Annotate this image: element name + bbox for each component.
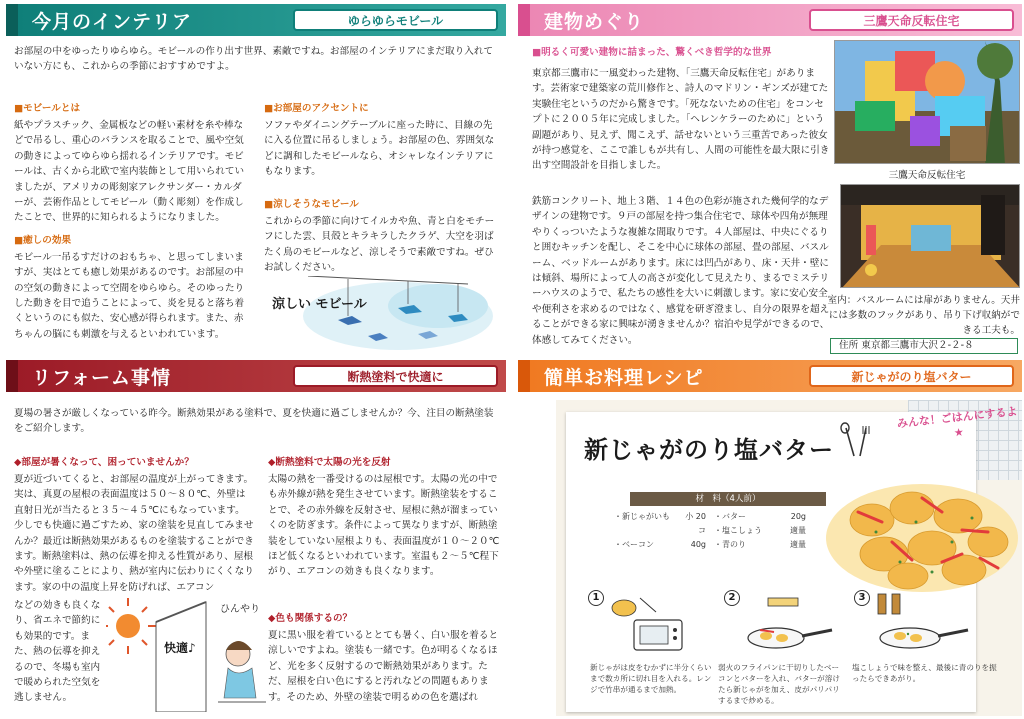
hot-room-heading: ◆部屋が暑くなって、困っていませんか？ <box>14 457 194 468</box>
recipe-section-title: 簡単お料理レシピ <box>530 360 1022 392</box>
ingredients-left <box>614 510 706 552</box>
building-interior-photo <box>840 184 1020 288</box>
exterior-caption: 三鷹天命反転住宅 <box>888 170 966 181</box>
recipe-tag: 新じゃがのり塩バター <box>809 365 1014 387</box>
interior-tag: ゆらゆらモビール <box>293 9 498 31</box>
cool-art-label1: ひんやり <box>220 604 260 615</box>
mobile-art-label: 涼しい モビール <box>272 297 367 312</box>
step-number: 3 <box>854 590 870 606</box>
interior-title: 今月のインテリア <box>18 4 506 36</box>
interior-col2 <box>264 102 500 180</box>
color-heading: ◆色も関係するの？ <box>268 613 353 624</box>
reform-tag: 断熱塗料で快適に <box>293 365 498 387</box>
ingredient-row: ・バター 20g <box>714 512 806 521</box>
seasoning-pan-icon <box>870 590 970 654</box>
cool-mobile-heading: ■涼しそうなモビール <box>264 199 359 210</box>
interior-header <box>6 4 506 36</box>
interior-intro: お部屋の中をゆったりゆらゆら。モビールの作り出す世界、素敵ですね。お部屋のインテリアにまだ取り入れていない方にも、これからの季節におすすめですよ。 <box>14 46 494 73</box>
cool-room-illustration <box>106 592 266 712</box>
step-number: 2 <box>724 590 740 606</box>
microwave-icon <box>604 594 696 654</box>
color-text: 夏に黒い服を着ているととても暑く、白い服を着ると涼しいですよね。塗装も一緒です。色が明るくなるほど、光を多く反射するので断熱効果があります。ただ、屋根を白い色にすると汚れなどの問題もあります。そのため、外壁の塗装で明るめの色を選ばれ <box>268 630 499 703</box>
reform-col2 <box>268 456 500 580</box>
recipe-step-2-text: 弱火のフライパンに干切りしたベーコンとバターを入れ、バターが溶けたら新じゃがを加え、皮がパリパリするまで炒める。 <box>718 663 840 705</box>
recipe-title: 新じゃがのり塩バター <box>584 435 834 464</box>
reform-col2b <box>268 612 500 705</box>
building-tag: 三鷹天命反転住宅 <box>809 9 1014 31</box>
building-lead: ■明るく可愛い建物に詰まった、驚くべき哲学的な世界 <box>532 47 772 58</box>
recipe-step-3-text: 塩こしょうで味を整え、最後に青のりを振ったらできあがり。 <box>852 663 997 683</box>
interior-section <box>6 4 506 356</box>
recipe-step-3 <box>846 586 966 656</box>
fork-spoon-icon <box>836 422 876 462</box>
ingredient-row: ・塩こしょう 適量 <box>714 526 806 535</box>
building-paragraph-1: 東京都三鷹市に一風変わった建物、「三鷹天命反転住宅」があります。芸術家で建築家の荒川修作と、詩人のマドリン・ギンズが建てた実験住宅というのだから驚きです。「死なないための住宅」をコンセプトに２００５年に完成しました。「ヘレンケラーのために」という副題があり、見えず、聞こえず、話せないという三重苦であった彼女が持つ感覚を、ここで誰しもが共有し、人間の可能性を最大限に引き出す空間設計を目指しました。 <box>532 68 830 172</box>
step-number: 1 <box>588 590 604 606</box>
building-section <box>518 4 1022 356</box>
interior-caption: 室内：バスルームには扉がありません。天井には多数のフックがあり、吊り下げ収納ができる工夫も。 <box>827 295 1020 336</box>
reform-header <box>6 360 506 392</box>
hot-room-text: 夏が近づいてくると、お部屋の温度が上がってきます。実は、真夏の屋根の表面温度は５０～８０℃、外壁は直射日光が当たると３５～４５℃にもなっています。少しでも快適に過ごすため、家の塗装を見直してみませんか？最近は断熱効果があるものを塗装することができます。断熱塗料は、熱の伝導を抑える性質があり、屋根や外壁に塗ることにより、熱が室内に伝わりにくくなります。家の中の温度上昇を防げれば、エアコン <box>14 474 254 593</box>
reflect-text: 太陽の熱を一番受けるのは屋根です。太陽の光の中でも赤外線が熱を発生させています。断熱塗装をすることで、その赤外線を反射させ、屋根に熱が溜まっていくのを防ぎます。条件によって異なりますが、断熱塗装をしていない屋根よりも、表面温度が１０～２０℃ほど低くなるといわれています。室温も２～５℃程下がり、エアコンの効きも良くなります。 <box>268 474 500 578</box>
reform-title: リフォーム事情 <box>18 360 506 392</box>
ingredients-heading: 材 料（4人前） <box>630 492 826 506</box>
healing-text: モビール一吊るすだけのおもちゃ、と思ってしまいますが、実はとても癒し効果があるのです。お部屋の中の空気の動きによって空間をゆらゆら。そのゆったりした動きを目で追うことによって、炎を見ると落ち着くというのにも似た、安心感が得られます。また、赤ちゃんの脳にも刺激を与えるといわれています。 <box>14 251 245 340</box>
building-title: 建物めぐり <box>530 4 1022 36</box>
interior-col2b <box>264 198 500 276</box>
interior-col1 <box>14 102 250 342</box>
ingredients-right <box>714 510 806 552</box>
cool-art-label2: 快適♪ <box>164 641 196 655</box>
cool-mobile-text: これからの季節に向けてイルカや魚、青と白をモチーフにした雲、貝殻とキラキラしたクラゲ、大空を羽ばたく鳥のモビールなど、涼しそうで素敵ですね。ぜひお試しください。 <box>264 216 495 274</box>
recipe-header <box>518 360 1022 392</box>
mobile-about-heading: ■モビールとは <box>14 103 81 114</box>
reform-intro: 夏場の暑さが厳しくなっている昨今。断熱効果がある塗料で、夏を快適に過ごしませんか？今、注目の断熱塗装をご紹介します。 <box>14 408 494 435</box>
ingredient-row: ・新じゃがいも 小 20コ <box>614 512 706 535</box>
accent-text: ソファやダイニングテーブルに座った時に、目線の先に入る位置に吊るしましょう。お部屋の色、雰囲気などに調和したモビールなら、オシャレなインテリアにもなります。 <box>264 120 495 178</box>
healing-heading: ■癒しの効果 <box>14 234 72 246</box>
building-paragraph-2: 鉄筋コンクリート、地上３階、１４色の色彩が施された幾何学的なデザインの建物です。９戸の部屋を持つ集合住宅で、球体や四角が無理やりくっついたような複雑な間取りです。４人部屋は、中央にぐるりと囲むキッチンを配し、そこを中心に球体の部屋、畳の部屋、バスルーム、ベッドルームがあります。床には凹凸があり、床・天井・壁には傾斜、場所によって人の高さが変化して見えたり、まるでミステリーハウスのようで、私たちの感性を大いに刺激します。家に安心安全や便利さを求めるのではなく、感覚を研ぎ澄まし、自分の限界を超えることができる家に興味が湧きませんか？宿泊や見学ができるので、体感してみてください。 <box>532 196 830 346</box>
building-exterior-photo <box>834 40 1020 164</box>
accent-heading: ■お部屋のアクセントに <box>264 103 369 114</box>
address-box: 住所 東京都三鷹市大沢２-２-８ <box>830 338 1018 354</box>
building-header <box>518 4 1022 36</box>
mobile-illustration <box>268 276 496 352</box>
reform-section <box>6 360 506 716</box>
frying-pan-icon <box>740 594 836 654</box>
recipe-step-2 <box>714 586 834 656</box>
recipe-step-1-text: 新じゃがは皮をむかずに半分くらいまで数カ所に切れ目を入れる。レンジで竹串が通るまで加熱。 <box>590 663 712 694</box>
recipe-step-1 <box>578 586 698 656</box>
recipe-callout: みんな！ごはんにするよ★ <box>896 404 1019 440</box>
recipe-section <box>518 360 1022 716</box>
reflect-heading: ◆断熱塗料で太陽の光を反射 <box>268 457 391 468</box>
mobile-about-text: 紙やプラスチック、金属板などの軽い素材を糸や棒などで吊るし、重心のバランスを取ることで、風や空気の動きによってゆらゆら揺れるインテリアです。モビールは、古くから北欧で室内装飾として用いられていましたが、アメリカの彫刻家アレクサンダー・カルダーが、芸術作品としてモビール（動く彫刻）を作成したことで、世界的に知られるようになりました。 <box>14 120 245 224</box>
dish-illustration <box>812 472 1018 596</box>
ingredient-row: ・青のり 適量 <box>714 540 806 549</box>
ingredient-row: ・ベーコン 40g <box>614 540 706 549</box>
hot-room-text-tail: などの効きも良くなり、省エネで節約にも効果的です。また、熱の伝導を抑えるので、冬場も室内で暖められた空気を逃しません。 <box>14 600 101 704</box>
reform-col1 <box>14 456 254 595</box>
